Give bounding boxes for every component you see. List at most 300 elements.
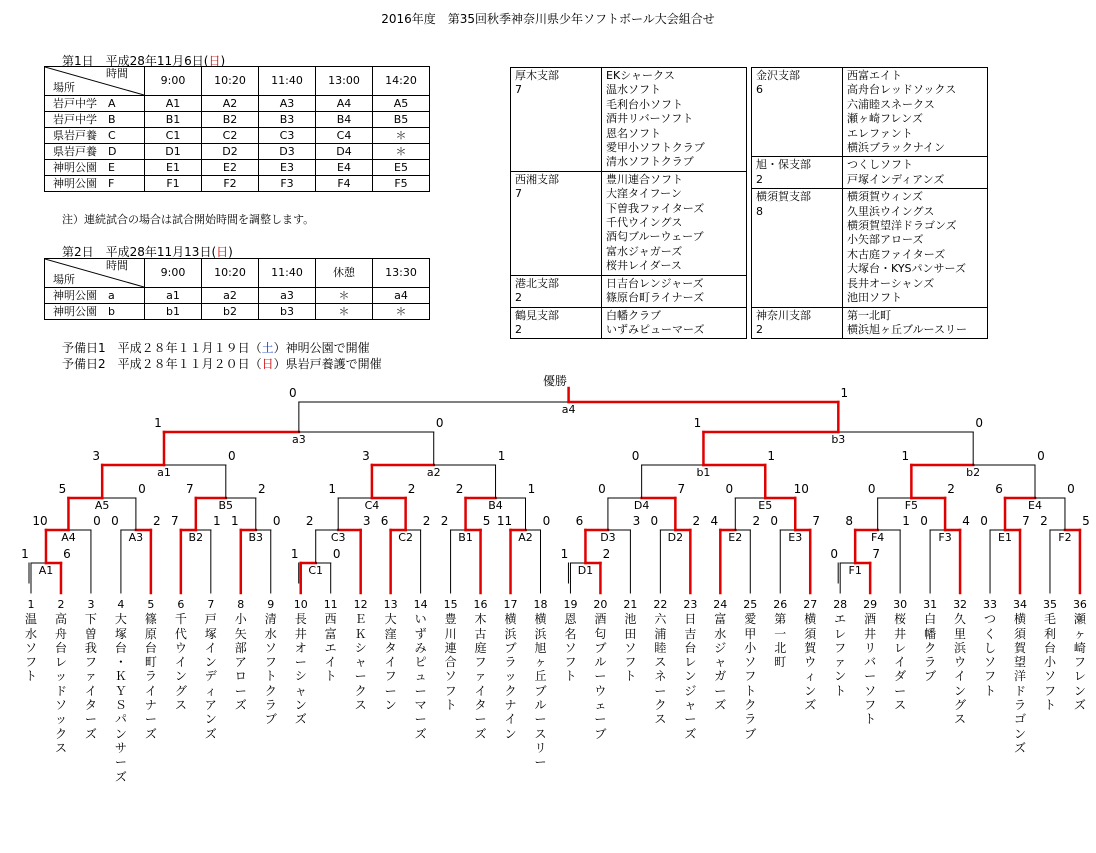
branch-name: 金沢支部: [756, 69, 800, 82]
day1-slot: B2: [202, 112, 259, 128]
day1-slot: B1: [145, 112, 202, 128]
team-name: 横 浜 ブ ラ ッ ク ナ イ ン: [504, 612, 517, 741]
branch-team: 長井オーシャンズ: [847, 276, 935, 290]
day1-slot: B5: [373, 112, 430, 128]
team-entry: [922, 598, 938, 684]
day2-slot: a4: [373, 288, 430, 304]
branch-team: 第一北町: [847, 308, 891, 322]
day2-slot: a3: [259, 288, 316, 304]
branch-team: 酒匂ブルーウェーブ: [606, 230, 704, 244]
day1-slot: B3: [259, 112, 316, 128]
score-right: 4: [962, 514, 970, 528]
day1-slot: A4: [316, 96, 373, 112]
day1-slot: D2: [202, 144, 259, 160]
score-right: 2: [153, 514, 161, 528]
team-entry: [832, 598, 848, 698]
team-number: 32: [953, 598, 968, 611]
score-right: 3: [362, 514, 371, 528]
match-label-A2: A2: [518, 531, 533, 544]
branch-team: 小矢部アローズ: [847, 233, 924, 247]
team-name: 恩 名 ソ フ ト: [564, 612, 577, 684]
team-name: Ｅ Ｋ シ ャ ー ク ス: [354, 612, 367, 713]
score-right: 1: [497, 449, 506, 463]
team-number: 9: [267, 598, 275, 611]
team-entry: [862, 598, 878, 727]
score-right: 10: [793, 482, 809, 496]
match-label-E1: E1: [998, 531, 1012, 544]
day1-slot: ＊: [373, 128, 430, 144]
score-left: 7: [171, 514, 179, 528]
match-label-a2: a2: [426, 466, 441, 479]
team-entry: [1072, 598, 1088, 712]
day1-slot: D1: [145, 144, 202, 160]
score-right: 1: [840, 386, 849, 400]
score-left: 0: [980, 514, 988, 528]
match-label-B2: B2: [188, 531, 204, 544]
score-left: 1: [21, 547, 29, 561]
match-label-B3: B3: [248, 531, 264, 544]
team-entry: [952, 598, 968, 727]
branch-name: 西湘支部: [515, 172, 559, 186]
day1-time-1: 10:20: [202, 67, 259, 96]
match-label-E2: E2: [728, 531, 743, 544]
score-right: 2: [752, 514, 761, 528]
score-right: 3: [632, 514, 641, 528]
day1-header-time: 時間: [106, 67, 128, 80]
day1-slot: D4: [316, 144, 373, 160]
score-left: 10: [32, 514, 48, 528]
team-number: 1: [27, 598, 35, 611]
team-name: 横 浜 旭 ヶ 丘 ブ ル ー ス リ ー: [534, 612, 547, 770]
match-label-A3: A3: [128, 531, 144, 544]
team-number: 7: [207, 598, 215, 611]
team-entry: [23, 598, 39, 684]
branch-team: 大塚台・KYSパンサーズ: [847, 262, 966, 276]
score-left: 6: [575, 514, 584, 528]
score-left: 4: [710, 514, 719, 528]
team-number: 8: [237, 598, 245, 611]
score-left: 6: [995, 482, 1003, 496]
score-right: 5: [1082, 514, 1090, 528]
score-left: 1: [230, 514, 239, 528]
branch-team: 横須賀望洋ドラゴンズ: [847, 219, 957, 233]
team-number: 4: [117, 598, 125, 611]
day2-slot: ＊: [316, 288, 373, 304]
team-name: い ず み ピ ュ ー マ ー ズ: [414, 612, 427, 741]
team-name: 豊 川 連 合 ソ フ ト: [444, 612, 457, 713]
branch-team-count: 8: [756, 204, 763, 218]
team-name: 高 舟 台 レ ッ ド ソ ッ ク ス: [54, 612, 67, 755]
team-number: 21: [623, 598, 638, 611]
score-right: 2: [947, 482, 955, 496]
day2-slot: b3: [259, 304, 316, 320]
team-entry: [113, 598, 129, 784]
team-entry: [772, 598, 788, 669]
team-number: 3: [87, 598, 95, 611]
score-left: 1: [290, 547, 299, 561]
team-entry: [143, 598, 159, 741]
day1-slot: C1: [145, 128, 202, 144]
reserve-day-2-suffix: ）県岩戸養護で開催: [273, 357, 382, 371]
team-number: 18: [533, 598, 548, 611]
branch-team: 六浦睦スネークス: [847, 97, 935, 111]
score-right: 1: [212, 514, 221, 528]
team-number: 26: [773, 598, 788, 611]
day1-place: 岩戸中学 B: [45, 112, 145, 128]
team-number: 24: [713, 598, 728, 611]
team-name: 篠 原 台 町 ラ イ ナ ー ズ: [144, 612, 157, 741]
score-left: 1: [693, 416, 702, 430]
team-name: 酒 匂 ブ ル ー ウ ェ ー ブ: [594, 612, 607, 741]
team-entry: [53, 598, 69, 755]
branch-team: 温水ソフト: [606, 83, 661, 97]
match-label-b3: b3: [831, 433, 846, 446]
day1-slot: C4: [316, 128, 373, 144]
day1-slot: E1: [145, 160, 202, 176]
branch-team-count: 6: [756, 83, 763, 97]
team-entry: [473, 598, 489, 741]
score-left: 1: [560, 547, 569, 561]
reserve-day-1-suffix: ）神明公園で開催: [273, 341, 370, 355]
score-left: 0: [631, 449, 640, 463]
score-left: 1: [154, 416, 162, 430]
team-entry: [982, 598, 998, 698]
day1-place: 神明公園 E: [45, 160, 145, 176]
team-entry: [1012, 598, 1028, 755]
team-entry: [742, 598, 758, 741]
match-label-F2: F2: [1058, 531, 1072, 544]
day1-slot: C2: [202, 128, 259, 144]
day2-slot: b2: [202, 304, 259, 320]
branch-team-count: 2: [756, 172, 763, 186]
branch-team: 瀬ヶ崎フレンズ: [847, 112, 923, 126]
team-entry: [233, 598, 249, 712]
score-right: 2: [257, 482, 266, 496]
score-right: 0: [542, 514, 551, 528]
match-label-F1: F1: [848, 564, 862, 577]
team-entry: [323, 598, 339, 684]
day1-slot: E3: [259, 160, 316, 176]
day2-time-3: 休憩: [316, 259, 373, 288]
team-number: 25: [743, 598, 758, 611]
team-number: 23: [683, 598, 698, 611]
team-number: 17: [503, 598, 518, 611]
day1-slot: C3: [259, 128, 316, 144]
team-number: 6: [177, 598, 185, 611]
team-name: 第 一 北 町: [774, 612, 787, 670]
day2-header-place: 場所: [53, 273, 75, 286]
day2-place: 神明公園 b: [45, 304, 145, 320]
branch-team: 横須賀ウィンズ: [847, 190, 924, 204]
branch-team: 高舟台レッドソックス: [847, 83, 957, 97]
team-entry: [562, 598, 578, 684]
day1-place: 神明公園 F: [45, 176, 145, 192]
day2-time-1: 10:20: [202, 259, 259, 288]
team-entry: [503, 598, 519, 741]
branch-name: 横須賀支部: [756, 190, 811, 204]
day1-label-prefix: 第1日 平成28年11月6日(: [62, 54, 209, 68]
day1-slot: A5: [373, 96, 430, 112]
score-left: 0: [830, 547, 838, 561]
score-right: 7: [812, 514, 821, 528]
score-left: 2: [440, 514, 449, 528]
score-right: 0: [227, 449, 236, 463]
day2-slot: ＊: [373, 304, 430, 320]
day1-slot: F1: [145, 176, 202, 192]
team-number: 14: [413, 598, 428, 611]
match-label-B1: B1: [458, 531, 473, 544]
branch-name: 鶴見支部: [515, 308, 559, 322]
team-number: 16: [473, 598, 488, 611]
day1-slot: A2: [202, 96, 259, 112]
match-label-D3: D3: [600, 531, 616, 544]
day1-slot: ＊: [373, 144, 430, 160]
branch-team-count: 2: [756, 322, 763, 336]
team-name: 温 水 ソ フ ト: [24, 612, 37, 684]
team-name: 池 田 ソ フ ト: [624, 612, 637, 684]
champion-label: 優勝: [542, 374, 567, 388]
score-left: 7: [186, 482, 194, 496]
branch-team: 久里浜ウイングス: [847, 204, 935, 218]
team-name: 酒 井 リ バ ー ソ フ ト: [864, 612, 877, 727]
day1-time-4: 14:20: [373, 67, 430, 96]
team-entry: [652, 598, 668, 727]
match-label-F5: F5: [904, 499, 919, 512]
team-entry: [353, 598, 369, 712]
team-number: 27: [803, 598, 818, 611]
day2-label-day: 日: [216, 245, 229, 259]
team-number: 5: [147, 598, 155, 611]
team-name: 瀬 ヶ 崎 フ レ ン ズ: [1073, 612, 1086, 713]
team-number: 20: [593, 598, 608, 611]
team-number: 2: [57, 598, 65, 611]
branch-team: 酒井リバーソフト: [606, 112, 694, 126]
branch-name: 旭・保支部: [756, 158, 811, 172]
match-label-D4: D4: [633, 499, 650, 512]
match-label-b1: b1: [696, 466, 711, 479]
day1-slot: F5: [373, 176, 430, 192]
day2-label-suffix: ): [228, 245, 233, 259]
score-right: 0: [435, 416, 444, 430]
score-left: 1: [901, 449, 910, 463]
day2-header-time: 時間: [106, 259, 128, 272]
match-label-B5: B5: [218, 499, 234, 512]
branch-team: 愛甲小ソフトクラブ: [606, 141, 705, 155]
team-number: 12: [353, 598, 368, 611]
day1-place: 岩戸中学 A: [45, 96, 145, 112]
team-entry: [622, 598, 638, 684]
team-number: 31: [923, 598, 938, 611]
team-entry: [802, 598, 818, 712]
score-left: 3: [92, 449, 100, 463]
score-right: 0: [975, 416, 983, 430]
branch-team: つくしソフト: [847, 158, 913, 172]
branch-name: 港北支部: [515, 276, 559, 290]
branch-team: 豊川連合ソフト: [606, 172, 683, 186]
day2-time-4: 13:30: [373, 259, 430, 288]
branch-name: 厚木支部: [515, 69, 559, 82]
score-right: 2: [692, 514, 701, 528]
branch-team: 横浜旭ヶ丘ブルースリー: [847, 322, 968, 336]
day1-slot: B4: [316, 112, 373, 128]
score-right: 6: [63, 547, 71, 561]
team-entry: [712, 598, 728, 712]
team-number: 28: [833, 598, 848, 611]
team-entry: [203, 598, 219, 741]
score-left: 5: [58, 482, 67, 496]
team-name: 清 水 ソ フ ト ク ラ ブ: [264, 612, 277, 727]
score-left: 11: [496, 514, 513, 528]
match-label-D1: D1: [577, 564, 594, 577]
match-label-A5: A5: [94, 499, 110, 512]
team-number: 30: [893, 598, 908, 611]
day2-slot: b1: [145, 304, 202, 320]
score-left: 8: [845, 514, 853, 528]
score-left: 6: [380, 514, 389, 528]
day2-time-2: 11:40: [259, 259, 316, 288]
score-left: 2: [305, 514, 314, 528]
branch-team: EKシャークス: [606, 69, 675, 82]
team-name: 大 窪 タ イ フ ー ン: [384, 612, 397, 713]
team-name: 愛 甲 小 ソ フ ト ク ラ ブ: [744, 612, 757, 741]
branch-team: 横浜ブラックナイン: [847, 141, 946, 155]
match-label-C1: C1: [308, 564, 324, 577]
score-right: 2: [407, 482, 416, 496]
score-right: 7: [1022, 514, 1030, 528]
day1-slot: F3: [259, 176, 316, 192]
team-entry: [263, 598, 279, 727]
team-name: 白 幡 ク ラ ブ: [924, 612, 937, 684]
match-label-A4: A4: [61, 531, 76, 544]
team-number: 10: [293, 598, 308, 611]
branch-team: 清水ソフトクラブ: [606, 155, 694, 169]
score-left: 0: [725, 482, 734, 496]
branch-team: エレファント: [847, 126, 913, 140]
score-left: 0: [920, 514, 928, 528]
match-label-a1: a1: [157, 466, 171, 479]
team-name: 戸 塚 イ ン デ ィ ア ン ズ: [204, 612, 217, 741]
team-number: 22: [653, 598, 668, 611]
match-label-D2: D2: [667, 531, 684, 544]
team-name: 下 曽 我 フ ァ イ タ ー ズ: [84, 612, 97, 741]
match-label-E5: E5: [758, 499, 773, 512]
team-name: 大 塚 台 ・ Ｋ Ｙ Ｓ パ ン サ ー ズ: [114, 612, 127, 784]
day1-slot: E4: [316, 160, 373, 176]
team-entry: [1042, 598, 1058, 712]
score-right: 5: [482, 514, 491, 528]
day2-slot: a2: [202, 288, 259, 304]
match-label-F4: F4: [870, 531, 885, 544]
branch-team: いずみピューマーズ: [606, 322, 705, 336]
branch-team: 大窪タイフーン: [606, 187, 682, 201]
team-name: 小 矢 部 ア ロ ー ズ: [234, 612, 247, 713]
score-right: 0: [332, 547, 341, 561]
score-right: 0: [272, 514, 281, 528]
match-label-E3: E3: [788, 531, 803, 544]
team-number: 15: [443, 598, 458, 611]
score-right: 7: [677, 482, 686, 496]
score-right: 0: [93, 514, 101, 528]
branch-team: 千代ウイングス: [606, 216, 683, 230]
branch-team: 桜井レイダース: [606, 259, 682, 273]
score-left: 0: [289, 386, 297, 400]
team-number: 19: [563, 598, 578, 611]
reserve-day-2-prefix: 予備日2 平成２８年１１月２０日（: [62, 357, 262, 371]
match-label-C3: C3: [330, 531, 346, 544]
branch-team: 日吉台レンジャーズ: [606, 276, 704, 290]
team-name: 富 水 ジ ャ ガ ー ズ: [714, 612, 727, 713]
match-label-F3: F3: [938, 531, 952, 544]
reserve-day-1-day: 土: [261, 341, 274, 355]
score-right: 2: [602, 547, 611, 561]
score-right: 7: [872, 547, 880, 561]
day1-time-2: 11:40: [259, 67, 316, 96]
branch-team-count: 2: [515, 322, 522, 336]
day1-slot: A3: [259, 96, 316, 112]
team-entry: [682, 598, 698, 741]
score-right: 0: [1067, 482, 1075, 496]
score-right: 1: [767, 449, 776, 463]
team-entry: [413, 598, 429, 741]
score-left: 1: [328, 482, 336, 496]
day1-time-0: 9:00: [145, 67, 202, 96]
team-name: つ く し ソ フ ト: [984, 612, 997, 698]
day1-header-place: 場所: [53, 81, 75, 94]
branch-team-count: 7: [515, 187, 522, 201]
score-left: 0: [598, 482, 606, 496]
branch-team: 白幡クラブ: [606, 308, 661, 322]
schedule-note: 注）連続試合の場合は試合開始時間を調整します。: [62, 213, 315, 226]
day2-slot: ＊: [316, 304, 373, 320]
score-left: 0: [111, 514, 119, 528]
team-name: 桜 井 レ イ ダ ー ス: [894, 612, 907, 713]
team-name: 横 須 賀 ウ ィ ン ズ: [804, 612, 817, 713]
branch-team: 毛利台小ソフト: [606, 97, 683, 111]
day1-place: 県岩戸養 D: [45, 144, 145, 160]
branch-team: 富水ジャガーズ: [606, 244, 683, 258]
branch-team: 恩名ソフト: [606, 126, 661, 140]
day1-time-3: 13:00: [316, 67, 373, 96]
day1-place: 県岩戸養 C: [45, 128, 145, 144]
team-name: 横 須 賀 望 洋 ド ラ ゴ ン ズ: [1013, 612, 1026, 755]
branch-team: 戸塚インディアンズ: [847, 172, 945, 186]
team-entry: [532, 598, 548, 770]
score-left: 0: [650, 514, 659, 528]
day1-slot: E2: [202, 160, 259, 176]
team-name: 久 里 浜 ウ イ ン グ ス: [954, 612, 967, 727]
score-left: 2: [1040, 514, 1048, 528]
team-name: 千 代 ウ イ ン グ ス: [174, 612, 187, 713]
team-number: 36: [1072, 598, 1087, 611]
team-name: 西 富 エ イ ト: [324, 612, 337, 684]
team-name: 木 古 庭 フ ァ イ タ ー ズ: [474, 612, 487, 741]
score-right: 1: [527, 482, 536, 496]
team-number: 11: [323, 598, 338, 611]
team-number: 34: [1013, 598, 1027, 611]
score-right: 2: [422, 514, 431, 528]
day2-place: 神明公園 a: [45, 288, 145, 304]
match-label-B4: B4: [488, 499, 503, 512]
team-entry: [293, 598, 309, 727]
day2-slot: a1: [145, 288, 202, 304]
score-right: 0: [138, 482, 146, 496]
branch-name: 神奈川支部: [756, 308, 811, 322]
team-entry: [383, 598, 399, 712]
match-label-C4: C4: [364, 499, 380, 512]
match-label-a3: a3: [291, 433, 306, 446]
day1-slot: D3: [259, 144, 316, 160]
score-right: 0: [1037, 449, 1045, 463]
